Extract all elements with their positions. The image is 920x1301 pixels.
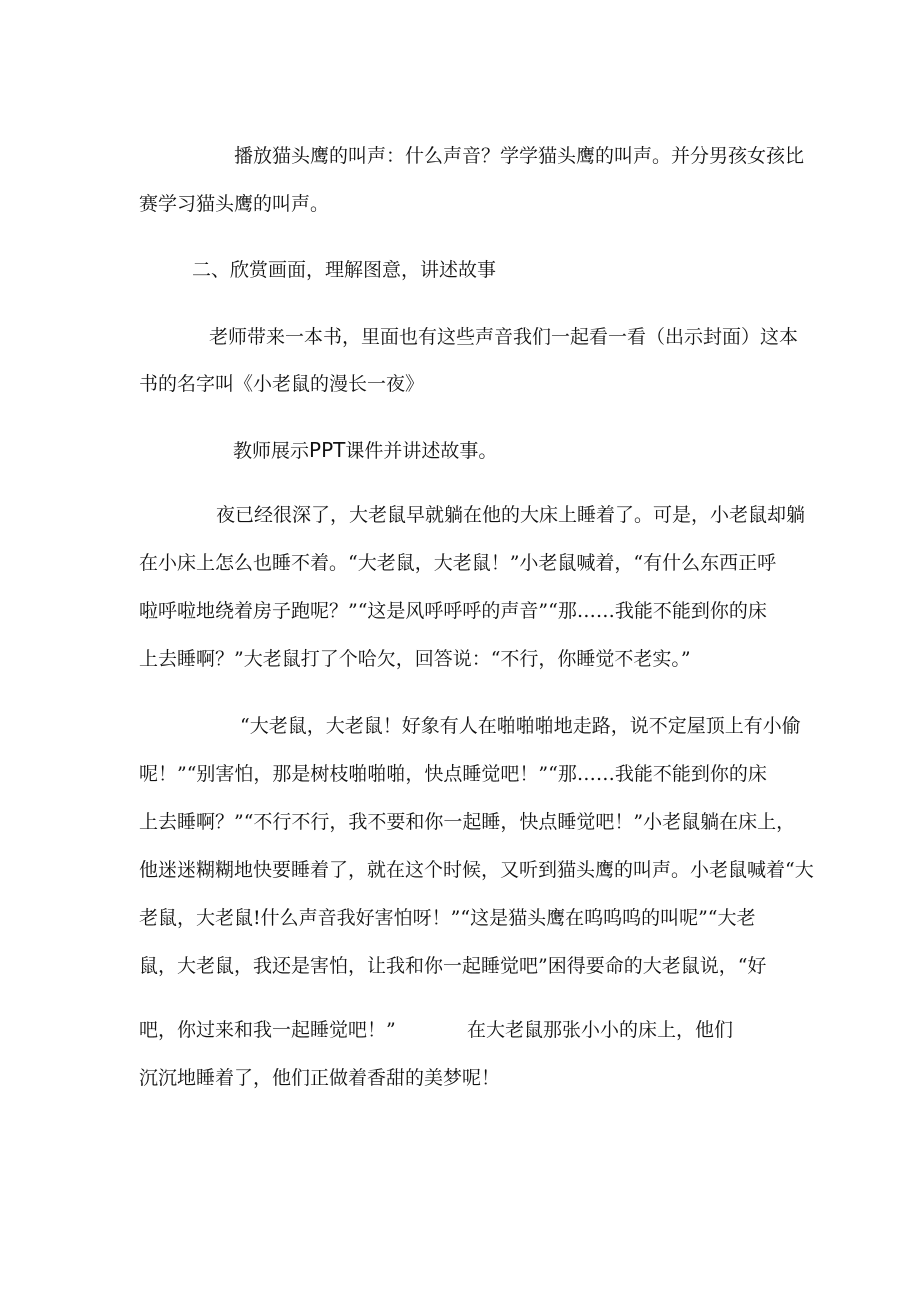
paragraph-line: 沉沉地睡着了，他们正做着香甜的美梦呢！	[139, 1067, 501, 1089]
paragraph-line: 鼠，大老鼠，我还是害怕，让我和你一起睡觉吧”困得要命的大老鼠说，“好	[139, 955, 767, 977]
paragraph-line: 播放猫头鹰的叫声：什么声音？学学猫头鹰的叫声。并分男孩女孩比	[234, 145, 805, 167]
paragraph-line: 啦呼啦地绕着房子跑呢？”“这是风呼呼呼的声音”“那……我能不能到你的床	[139, 600, 767, 622]
ppt-text: PPT	[309, 438, 346, 462]
paragraph-line: 夜已经很深了，大老鼠早就躺在他的大床上睡着了。可是，小老鼠却躺	[216, 504, 806, 526]
paragraph-line: 书的名字叫《小老鼠的漫长一夜》	[139, 373, 425, 395]
section-heading: 二、欣赏画面，理解图意，讲述故事	[192, 259, 497, 281]
paragraph-line	[233, 438, 497, 463]
paragraph-line: 在小床上怎么也睡不着。“大老鼠，大老鼠！”小老鼠喊着，“有什么东西正呼	[139, 552, 777, 574]
paragraph-line: 他迷迷糊糊地快要睡着了，就在这个时候，又听到猫头鹰的叫声。小老鼠喊着“大	[139, 859, 814, 881]
paragraph-line: “大老鼠，大老鼠！好象有人在啪啪啪地走路，说不定屋顶上有小偷	[240, 715, 801, 737]
paragraph-line: 吧，你过来和我一起睡觉吧！”	[139, 1019, 396, 1041]
paragraph-line: 老师带来一本书，里面也有这些声音我们一起看一看（出示封面）这本	[209, 326, 799, 348]
paragraph-line: 在大老鼠那张小小的床上，他们	[467, 1019, 734, 1041]
paragraph-line: 赛学习猫头鹰的叫声。	[139, 193, 330, 215]
paragraph-line: 老鼠，大老鼠!什么声音我好害怕呀！”“这是猫头鹰在呜呜呜的叫呢”“大老	[139, 907, 756, 929]
paragraph-line: 上去睡啊？”“不行不行，我不要和你一起睡，快点睡觉吧！”小老鼠躺在床上，	[139, 811, 796, 833]
paragraph-line: 上去睡啊？”大老鼠打了个哈欠，回答说：“不行，你睡觉不老实。”	[139, 648, 691, 670]
text-segment: 教师展示	[233, 440, 310, 462]
text-segment: 课件并讲述故事。	[345, 440, 498, 462]
paragraph-line: 呢！”“别害怕，那是树枝啪啪啪，快点睡觉吧！”“那……我能不能到你的床	[139, 763, 767, 785]
